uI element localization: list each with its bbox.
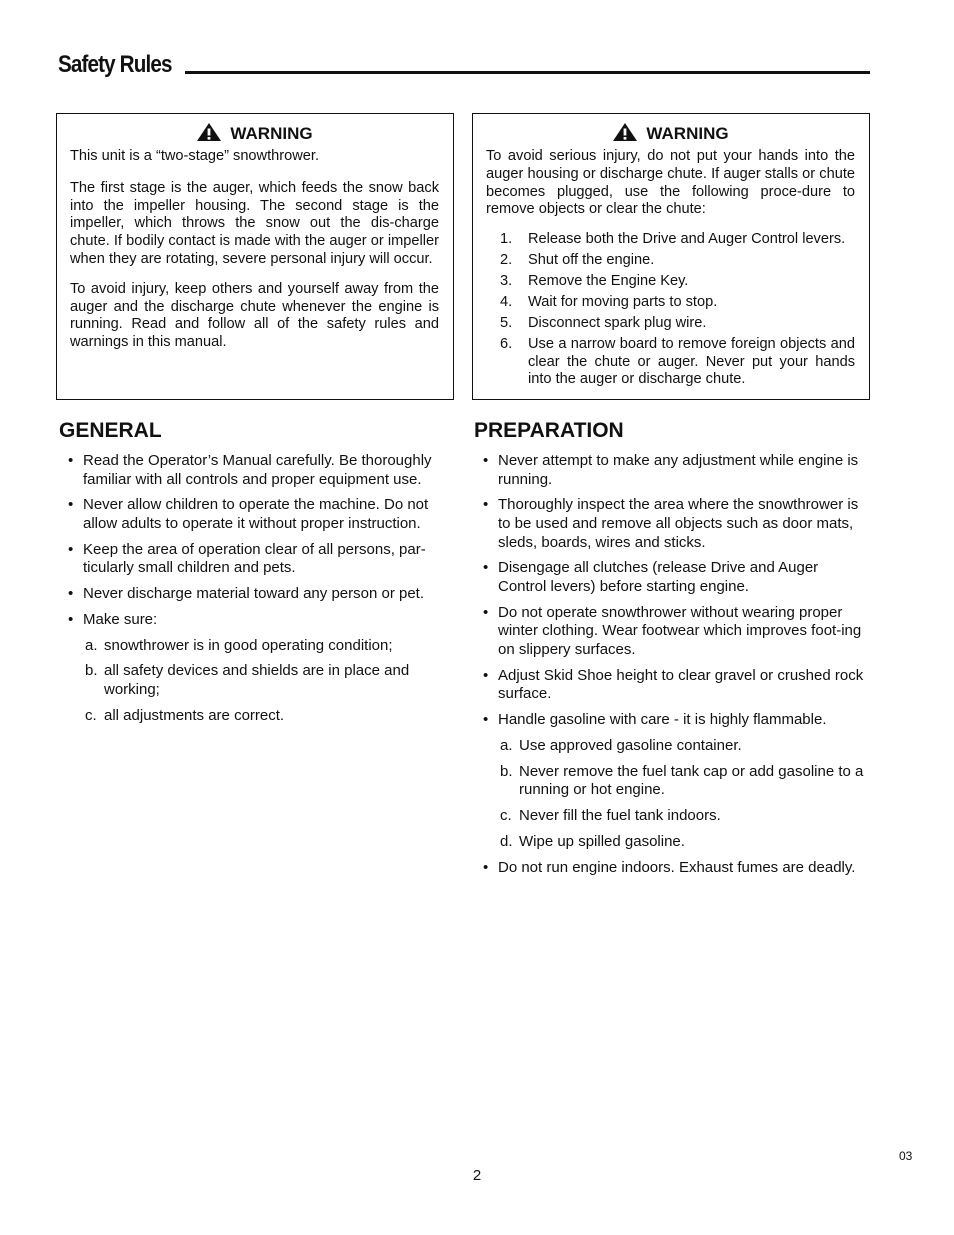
warning-heading (486, 122, 855, 148)
warning-triangle-icon (612, 122, 638, 142)
procedure-step (500, 315, 855, 333)
page-title: Safety Rules (58, 51, 172, 78)
sub-item (59, 637, 455, 656)
page-header (58, 50, 870, 80)
warning-heading (70, 122, 439, 148)
bullet-dot: • (483, 711, 489, 729)
procedure-steps (486, 231, 855, 389)
list-item (474, 859, 870, 878)
bullet-dot: • (483, 452, 489, 469)
bullet-dot: • (68, 452, 74, 469)
procedure-step (500, 252, 855, 270)
sub-item-text: Never remove the fuel tank cap or add gasoline to a running or hot engine. (519, 762, 864, 799)
warning-paragraph: This unit is a “two-stage” snowthrower. (70, 148, 319, 164)
preparation-bullets (474, 452, 870, 730)
sub-item (474, 833, 870, 852)
bullet-dot: • (68, 540, 74, 558)
list-item (474, 604, 870, 660)
general-bullets (59, 452, 455, 630)
step-text: Wait for moving parts to stop. (528, 294, 718, 311)
sub-item-text: Wipe up spilled gasoline. (519, 832, 685, 850)
step-number: 2. (500, 252, 513, 269)
list-item-text: Adjust Skid Shoe height to clear gravel or crushed rock surface. (498, 666, 864, 703)
sub-item-letter: a. (500, 736, 513, 754)
step-text: Use a narrow board to remove foreign objects and clear the chute or auger. Never put your hands into the auger or discharge chute. (528, 336, 855, 388)
sub-item (59, 662, 455, 699)
list-item-text: Keep the area of operation clear of all persons, par-ticularly small children and pets. (83, 540, 426, 577)
warning-intro: To avoid serious injury, do not put your hands into the auger housing or discharge chute. If auger stalls or chute becomes plugged, use the following proce-dure to remove objects or clear the chute: (486, 148, 855, 218)
list-item (59, 611, 455, 630)
step-text: Shut off the engine. (528, 252, 655, 269)
list-item (59, 585, 455, 604)
preparation-subitems (474, 737, 870, 852)
sub-item (474, 737, 870, 756)
list-item-text: Make sure: (83, 610, 158, 628)
general-section (59, 418, 455, 733)
warning-title: WARNING (646, 124, 729, 143)
sub-item-letter: c. (500, 807, 512, 824)
bullet-dot: • (483, 496, 489, 514)
procedure-step (500, 231, 855, 249)
warning-triangle-icon (196, 122, 222, 142)
list-item (474, 559, 870, 596)
sub-item-letter: b. (85, 662, 98, 680)
list-item (59, 452, 455, 489)
step-text: Release both the Drive and Auger Control levers. (528, 231, 846, 248)
step-text: Disconnect spark plug wire. (528, 315, 707, 332)
page-code: 03 (899, 1149, 913, 1163)
procedure-step (500, 273, 855, 291)
sub-item-letter: c. (85, 706, 97, 724)
list-item-text: Read the Operator’s Manual carefully. Be thoroughly familiar with all controls and proper equipment use. (83, 452, 432, 488)
bullet-dot: • (483, 666, 489, 684)
sub-item (474, 763, 870, 800)
warning-title: WARNING (230, 124, 313, 143)
step-number: 5. (500, 315, 513, 332)
bullet-dot: • (483, 603, 489, 621)
step-number: 3. (500, 273, 513, 290)
warning-box-left (56, 113, 454, 400)
warning-paragraph: To avoid injury, keep others and yourself away from the auger and the discharge chute whenever the engine is running. Read and follow all of the safety rules and warnings in this manual. (70, 280, 439, 351)
list-item (474, 496, 870, 552)
list-item (59, 496, 455, 533)
preparation-section (474, 418, 870, 884)
sub-item-text: Never fill the fuel tank indoors. (519, 807, 721, 824)
list-item (59, 541, 455, 578)
list-item-text: Do not run engine indoors. Exhaust fumes are deadly. (498, 858, 856, 876)
preparation-final-bullet (474, 859, 870, 878)
list-item (474, 667, 870, 704)
list-item-text: Disengage all clutches (release Drive and Auger Control levers) before starting engine. (498, 559, 819, 595)
section-heading-general: GENERAL (59, 419, 162, 442)
header-rule (185, 71, 870, 74)
warning-box-right (472, 113, 870, 400)
step-number: 1. (500, 231, 513, 248)
bullet-dot: • (68, 496, 74, 514)
bullet-dot: • (483, 559, 489, 577)
list-item-text: Never allow children to operate the machine. Do not allow adults to operate it without proper instruction. (83, 496, 429, 532)
sub-item-letter: a. (85, 636, 98, 654)
list-item-text: Handle gasoline with care - it is highly flammable. (498, 711, 827, 729)
bullet-dot: • (68, 610, 74, 628)
sub-item-text: snowthrower is in good operating condition; (104, 636, 393, 654)
page-number: 2 (472, 1167, 482, 1184)
sub-item-letter: b. (500, 762, 513, 780)
section-heading-preparation: PREPARATION (474, 419, 624, 442)
sub-item-text: all safety devices and shields are in place and working; (104, 662, 410, 699)
list-item-text: Never discharge material toward any person or pet. (83, 585, 425, 603)
warning-paragraph: The first stage is the auger, which feeds the snow back into the impeller housing. The second stage is the impeller, which throws the snow out the dis-charge chute. If bodily contact is made with the auger or impeller when they are rotating, severe personal injury will occur. (70, 179, 439, 267)
list-item (474, 452, 870, 489)
step-number: 6. (500, 336, 513, 353)
sub-item (59, 707, 455, 726)
step-number: 4. (500, 294, 513, 311)
sub-item (474, 807, 870, 826)
sub-item-text: Use approved gasoline container. (519, 736, 742, 754)
bullet-dot: • (68, 585, 74, 603)
bullet-dot: • (483, 858, 489, 876)
general-subitems (59, 637, 455, 726)
list-item-text: Do not operate snowthrower without wearing proper winter clothing. Wear footwear which improves foot-ing on slippery surfaces. (498, 603, 862, 658)
list-item (474, 711, 870, 730)
procedure-step (500, 336, 855, 389)
list-item-text: Thoroughly inspect the area where the snowthrower is to be used and remove all objects such as door mats, sleds, boards, wires and sticks. (498, 496, 859, 551)
step-text: Remove the Engine Key. (528, 273, 689, 290)
procedure-step (500, 294, 855, 312)
sub-item-text: all adjustments are correct. (104, 706, 285, 724)
list-item-text: Never attempt to make any adjustment while engine is running. (498, 452, 859, 488)
sub-item-letter: d. (500, 832, 513, 850)
